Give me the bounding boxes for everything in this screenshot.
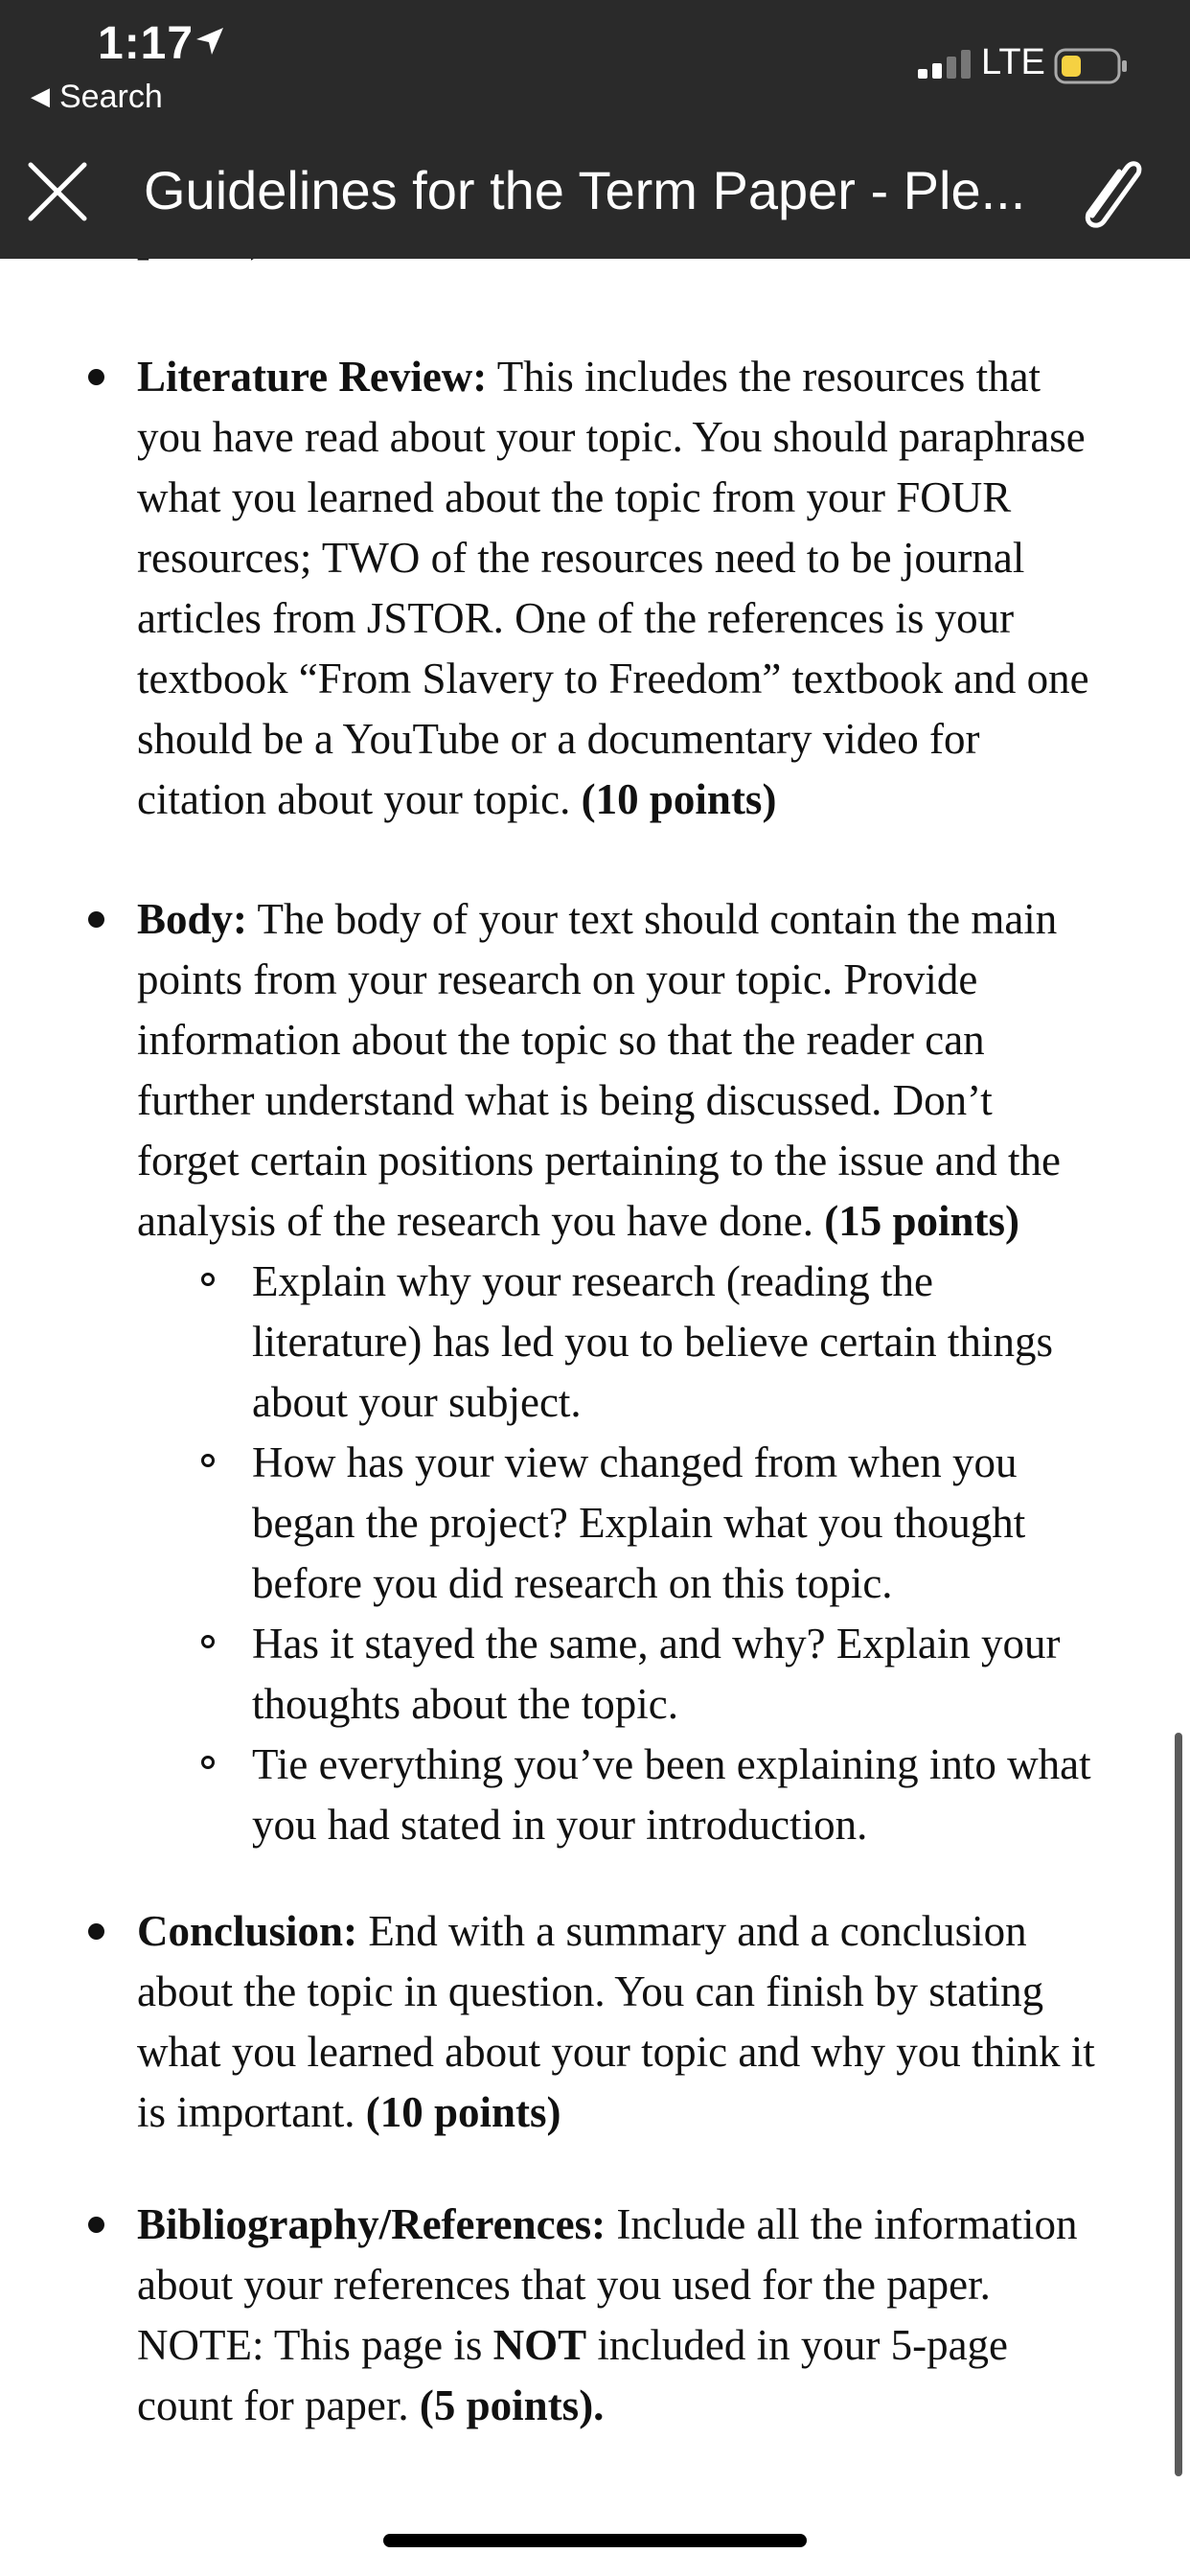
text-line [137,468,1181,528]
bullet-text [137,1901,1181,2143]
text-line [137,950,1181,1010]
status-time: 1:17 [98,18,195,69]
text-run: literature) has led you to believe certain things [252,1318,1053,1366]
sub-bullet-text [252,1614,1172,1735]
text-run: NOTE: This page is [137,2321,493,2369]
text-line [137,2022,1181,2082]
bullet-text [137,889,1181,1252]
text-run: about your subject. [252,1378,582,1426]
text-line [137,2376,1181,2436]
text-run: you have read about your topic. You should paraphrase [137,413,1086,461]
text-run: what you learned about the topic from your FOUR [137,473,1012,521]
text-run: Tie everything you’ve been explaining into what [252,1740,1091,1788]
text-run: The body of your text should contain the main [247,895,1058,943]
text-line [137,2195,1181,2255]
back-triangle-icon: ◀ [31,81,50,110]
text-run: How has your view changed from when you [252,1438,1018,1486]
text-run: thoughts about the topic. [252,1680,678,1728]
text-run: should be a YouTube or a documentary video for [137,715,980,763]
text-run: information about the topic so that the reader can [137,1016,985,1064]
text-run: about your references that you used for the paper. [137,2261,991,2309]
text-line [137,1191,1181,1252]
text-run: about the topic in question. You can finish by stating [137,1967,1044,2015]
text-run: points from your research on your topic. Provide [137,955,978,1003]
bold-text: (10 points) [581,775,777,823]
text-line [137,2315,1181,2376]
text-line [252,1493,1172,1553]
text-line [137,709,1181,770]
document-title: Guidelines for the Term Paper - Ple... [144,160,1026,220]
text-run: Explain why your research (reading the [252,1257,933,1305]
back-search-label: Search [59,79,163,115]
bold-text: Conclusion: [137,1907,358,1955]
text-run: forget certain positions pertaining to the issue and the [137,1137,1061,1184]
top-bar [0,0,1190,259]
text-line [252,1372,1172,1433]
close-icon[interactable] [25,159,90,224]
text-run: before you did research on this topic. [252,1559,893,1607]
text-line [137,2255,1181,2315]
bold-text: Literature Review: [137,353,488,401]
bullet-text [137,347,1181,830]
text-line [252,1252,1172,1312]
bold-text: NOT [492,2321,587,2369]
text-run: citation about your topic. [137,775,582,823]
text-run: began the project? Explain what you thought [252,1499,1026,1547]
bold-text: (15 points) [824,1197,1020,1245]
sub-bullet-text [252,1252,1172,1433]
text-line [137,407,1181,468]
text-run: End with a summary and a conclusion [357,1907,1027,1955]
battery-icon [1054,48,1129,84]
text-line [137,1962,1181,2022]
back-to-search[interactable] [31,79,163,116]
sub-bullet-circle [201,1756,215,1769]
location-arrow-icon [194,25,226,58]
text-line [252,1735,1172,1795]
sub-bullet-circle [201,1454,215,1467]
text-run: Include all the information [606,2200,1078,2248]
sub-bullet-text [252,1735,1172,1855]
sub-bullet-circle [201,1273,215,1286]
text-line [137,889,1181,950]
text-line [252,1433,1172,1493]
bold-text: (5 points). [419,2381,605,2429]
text-run: Has it stayed the same, and why? Explain your [252,1620,1061,1668]
text-line [252,1795,1172,1855]
bullet-text [137,2195,1181,2436]
home-indicator[interactable] [383,2534,807,2547]
network-type: LTE [981,42,1045,82]
bullet-dot [88,369,104,385]
attachment-paperclip-icon[interactable] [1071,149,1148,235]
text-run: included in your 5-page [586,2321,1009,2369]
text-line [252,1674,1172,1735]
text-line [137,649,1181,709]
text-line [137,1070,1181,1131]
text-line [137,2082,1181,2143]
text-run: analysis of the research you have done. [137,1197,825,1245]
text-line [137,1131,1181,1191]
text-run: This includes the resources that [487,353,1041,401]
scrollbar[interactable] [1175,1733,1182,2476]
cellular-signal-icon [918,50,973,79]
text-line [137,588,1181,649]
bullet-dot [88,2217,104,2233]
bold-text: Body: [137,895,248,943]
text-line [137,1010,1181,1070]
text-run: is important. [137,2088,366,2136]
text-run: you had stated in your introduction. [252,1801,868,1849]
text-run: resources; TWO of the resources need to be journal [137,534,1025,582]
bold-text: (10 points) [365,2088,561,2136]
bullet-dot [88,911,104,928]
text-run: count for paper. [137,2381,420,2429]
bold-text: Bibliography/References: [137,2200,606,2248]
bullet-dot [88,1923,104,1940]
sub-bullet-circle [201,1635,215,1648]
text-run: textbook “From Slavery to Freedom” textbook and one [137,655,1089,702]
text-line [137,347,1181,407]
text-run: what you learned about your topic and why you think it [137,2028,1095,2076]
text-run: articles from JSTOR. One of the references is your [137,594,1015,642]
text-line [252,1553,1172,1614]
text-run: further understand what is being discussed. Don’t [137,1076,993,1124]
text-line [252,1614,1172,1674]
text-line [137,528,1181,588]
text-line [252,1312,1172,1372]
sub-bullet-text [252,1433,1172,1614]
text-line [137,770,1181,830]
text-line [137,1901,1181,1962]
